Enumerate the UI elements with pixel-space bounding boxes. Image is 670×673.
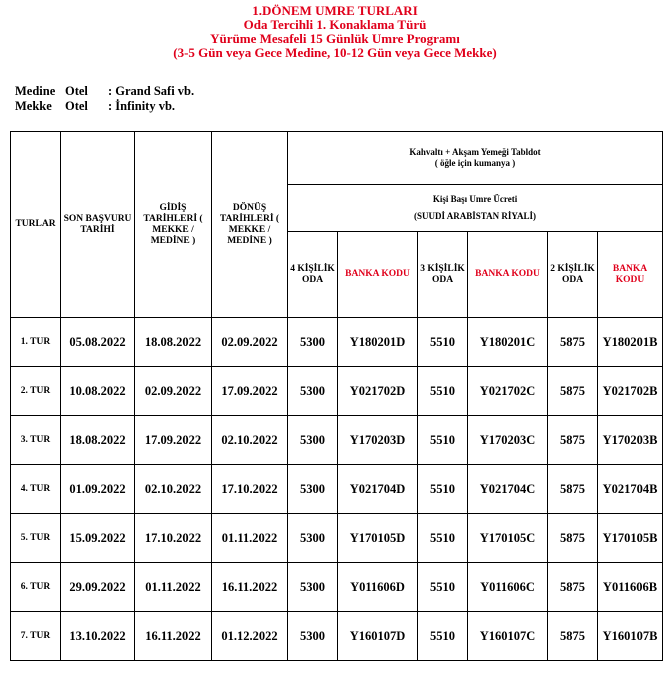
header-donus: DÖNÜŞ TARİHLERİ ( MEKKE / MEDİNE ) [212, 132, 288, 318]
header-banka-kodu-3: BANKA KODU [468, 232, 548, 318]
hotel-row-medine [15, 84, 194, 99]
cell-gidis: 17.09.2022 [135, 416, 212, 465]
header-fee [288, 185, 663, 232]
cell-gidis: 02.09.2022 [135, 367, 212, 416]
fee-line-2: (SUUDİ ARABİSTAN RİYALİ) [414, 211, 537, 221]
cell-bank-code-2: Y021704B [598, 465, 663, 514]
hotel-name: : Grand Safi vb. [108, 84, 195, 98]
cell-tur: 7. TUR [11, 612, 61, 661]
cell-tur: 6. TUR [11, 563, 61, 612]
cell-price-4: 5300 [288, 465, 338, 514]
meal-line-2: ( öğle için kumanya ) [434, 158, 516, 168]
cell-donus: 17.10.2022 [212, 465, 288, 514]
hotel-info [15, 84, 194, 114]
cell-bank-code-2: Y170105B [598, 514, 663, 563]
cell-price-2: 5875 [548, 367, 598, 416]
cell-gidis: 16.11.2022 [135, 612, 212, 661]
cell-bank-code-2: Y021702B [598, 367, 663, 416]
cell-bank-code-4: Y021704D [338, 465, 418, 514]
cell-price-3: 5510 [418, 416, 468, 465]
cell-price-4: 5300 [288, 563, 338, 612]
cell-bank-code-4: Y170105D [338, 514, 418, 563]
hotel-city: Medine [15, 84, 56, 98]
cell-bank-code-2: Y180201B [598, 318, 663, 367]
title-line-4: (3-5 Gün veya Gece Medine, 10-12 Gün veya Gece Mekke) [173, 45, 497, 60]
header-turlar: TURLAR [11, 132, 61, 318]
hotel-row-mekke [15, 99, 194, 114]
cell-price-4: 5300 [288, 318, 338, 367]
cell-bank-code-4: Y011606D [338, 563, 418, 612]
cell-price-2: 5875 [548, 514, 598, 563]
header-oda-3: 3 KİŞİLİK ODA [418, 232, 468, 318]
cell-tur: 2. TUR [11, 367, 61, 416]
header-oda-4: 4 KİŞİLİK ODA [288, 232, 338, 318]
cell-donus: 16.11.2022 [212, 563, 288, 612]
hotel-otel-label: Otel [65, 99, 88, 113]
cell-son-basvuru: 29.09.2022 [61, 563, 135, 612]
header-banka-kodu-4: BANKA KODU [338, 232, 418, 318]
cell-son-basvuru: 01.09.2022 [61, 465, 135, 514]
cell-price-3: 5510 [418, 563, 468, 612]
cell-bank-code-3: Y170105C [468, 514, 548, 563]
table-row [11, 612, 663, 661]
cell-price-3: 5510 [418, 367, 468, 416]
cell-donus: 01.11.2022 [212, 514, 288, 563]
cell-price-2: 5875 [548, 563, 598, 612]
cell-gidis: 02.10.2022 [135, 465, 212, 514]
hotel-otel-label: Otel [65, 84, 88, 98]
cell-price-2: 5875 [548, 612, 598, 661]
cell-bank-code-4: Y170203D [338, 416, 418, 465]
cell-son-basvuru: 18.08.2022 [61, 416, 135, 465]
cell-bank-code-3: Y160107C [468, 612, 548, 661]
cell-price-3: 5510 [418, 318, 468, 367]
table-row [11, 367, 663, 416]
title-line-3: Yürüme Mesafeli 15 Günlük Umre Programı [210, 31, 460, 46]
cell-tur: 3. TUR [11, 416, 61, 465]
cell-price-2: 5875 [548, 465, 598, 514]
cell-price-2: 5875 [548, 318, 598, 367]
cell-bank-code-4: Y160107D [338, 612, 418, 661]
cell-price-3: 5510 [418, 612, 468, 661]
cell-bank-code-3: Y170203C [468, 416, 548, 465]
cell-son-basvuru: 15.09.2022 [61, 514, 135, 563]
cell-bank-code-4: Y021702D [338, 367, 418, 416]
cell-tur: 5. TUR [11, 514, 61, 563]
cell-donus: 02.09.2022 [212, 318, 288, 367]
cell-price-4: 5300 [288, 514, 338, 563]
cell-donus: 01.12.2022 [212, 612, 288, 661]
table-row [11, 465, 663, 514]
cell-price-3: 5510 [418, 514, 468, 563]
cell-bank-code-3: Y021702C [468, 367, 548, 416]
header-son-basvuru: SON BAŞVURU TARİHİ [61, 132, 135, 318]
header-banka-kodu-2: BANKA KODU [598, 232, 663, 318]
cell-gidis: 18.08.2022 [135, 318, 212, 367]
table-row [11, 318, 663, 367]
cell-donus: 02.10.2022 [212, 416, 288, 465]
cell-son-basvuru: 05.08.2022 [61, 318, 135, 367]
cell-son-basvuru: 13.10.2022 [61, 612, 135, 661]
header-oda-2: 2 KİŞİLİK ODA [548, 232, 598, 318]
cell-donus: 17.09.2022 [212, 367, 288, 416]
meal-line-1: Kahvaltı + Akşam Yemeği Tabldot [409, 147, 541, 157]
cell-gidis: 17.10.2022 [135, 514, 212, 563]
cell-bank-code-2: Y011606B [598, 563, 663, 612]
hotel-name: : İnfinity vb. [108, 99, 176, 113]
header-meal [288, 132, 663, 185]
cell-son-basvuru: 10.08.2022 [61, 367, 135, 416]
table-row [11, 563, 663, 612]
table-row [11, 416, 663, 465]
header-gidis: GİDİŞ TARİHLERİ ( MEKKE / MEDİNE ) [135, 132, 212, 318]
cell-bank-code-3: Y011606C [468, 563, 548, 612]
hotel-city: Mekke [15, 99, 52, 113]
cell-tur: 4. TUR [11, 465, 61, 514]
cell-price-3: 5510 [418, 465, 468, 514]
cell-bank-code-4: Y180201D [338, 318, 418, 367]
cell-price-4: 5300 [288, 416, 338, 465]
fee-line-1: Kişi Başı Umre Ücreti [432, 194, 518, 204]
cell-price-4: 5300 [288, 612, 338, 661]
cell-bank-code-2: Y160107B [598, 612, 663, 661]
title-line-1: 1.DÖNEM UMRE TURLARI [252, 3, 418, 18]
cell-tur: 1. TUR [11, 318, 61, 367]
title-line-2: Oda Tercihli 1. Konaklama Türü [243, 17, 427, 32]
table-row [11, 514, 663, 563]
cell-bank-code-2: Y170203B [598, 416, 663, 465]
cell-gidis: 01.11.2022 [135, 563, 212, 612]
cell-bank-code-3: Y021704C [468, 465, 548, 514]
tour-price-table [10, 131, 663, 661]
cell-bank-code-3: Y180201C [468, 318, 548, 367]
cell-price-4: 5300 [288, 367, 338, 416]
document-title-block [0, 4, 670, 60]
cell-price-2: 5875 [548, 416, 598, 465]
